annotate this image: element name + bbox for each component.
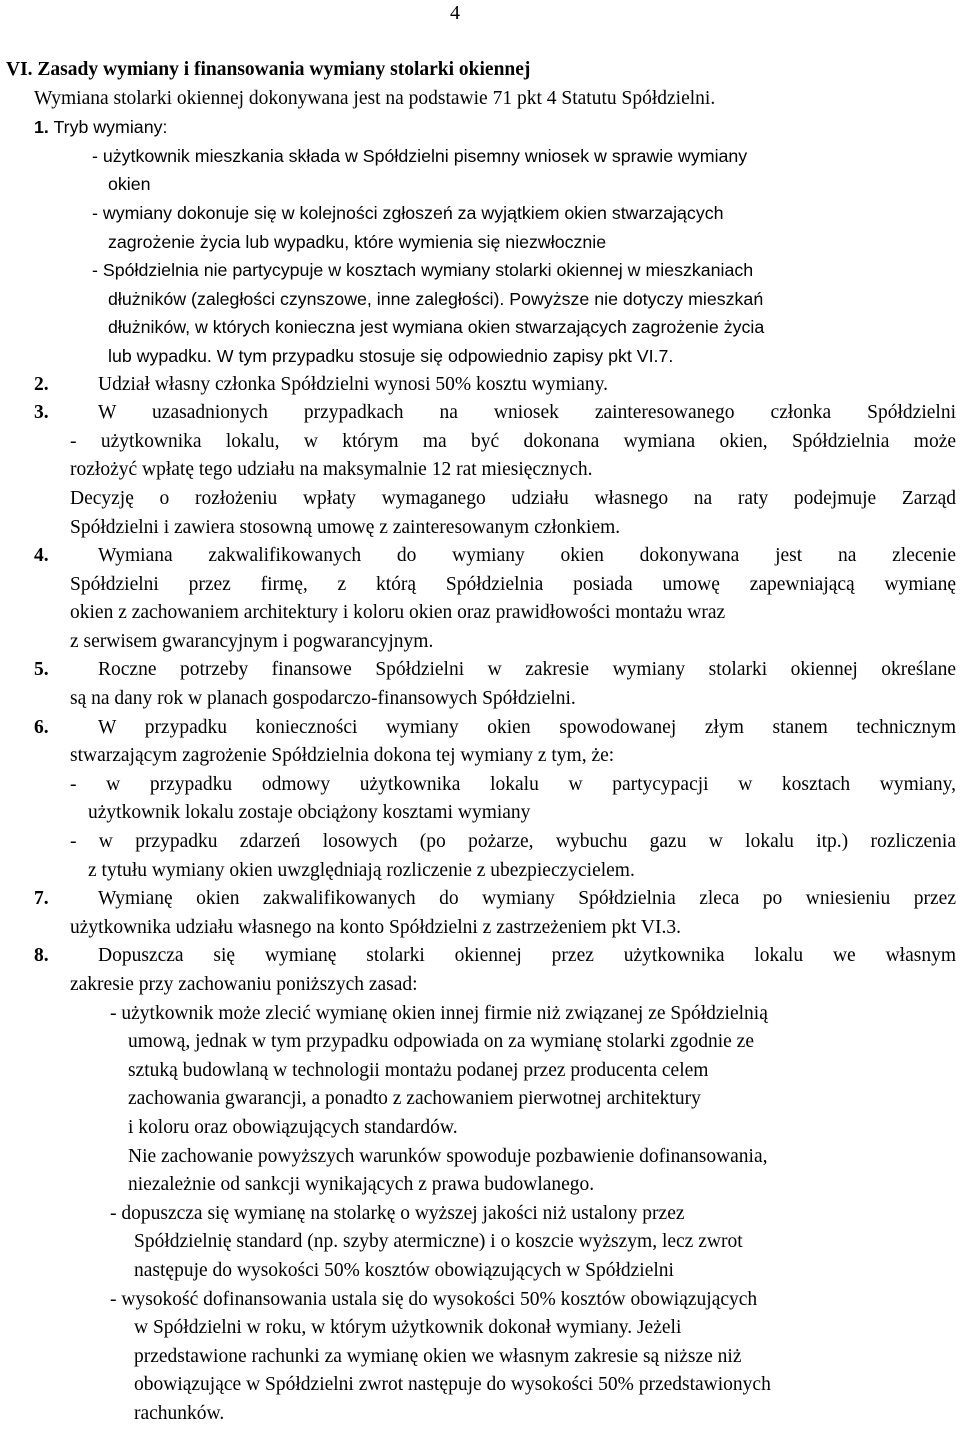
text-line bbox=[6, 656, 956, 685]
line-text: Nie zachowanie powyższych warunków spowoduje pozbawienie dofinansowania, bbox=[128, 1145, 768, 1167]
text-line bbox=[6, 1200, 956, 1229]
text-line bbox=[6, 971, 956, 1000]
text-line bbox=[6, 628, 956, 657]
text-line bbox=[6, 571, 956, 600]
item-number: 3. bbox=[34, 402, 49, 424]
line-text: umową, jednak w tym przypadku odpowiada on za wymianę stolarki zgodnie ze bbox=[128, 1031, 754, 1053]
line-text: Roczne potrzeby finansowe Spółdzielni w zakresie wymiany stolarki okiennej określane bbox=[98, 659, 956, 681]
item-number: 4. bbox=[34, 545, 49, 567]
line-text: W przypadku konieczności wymiany okien spowodowanej złym stanem technicznym bbox=[98, 716, 956, 738]
line-text: następuje do wysokości 50% kosztów obowiązujących w Spółdzielni bbox=[134, 1259, 674, 1281]
line-text: dłużników, w których konieczna jest wymiana okien stwarzających zagrożenie życia bbox=[108, 317, 765, 338]
line-text: z tytułu wymiany okien uwzględniają rozliczenie z ubezpieczycielem. bbox=[88, 859, 635, 881]
text-line bbox=[6, 1143, 956, 1172]
document-lines bbox=[6, 113, 956, 1428]
item-number: 1. bbox=[34, 117, 49, 138]
line-text: - użytkownik mieszkania składa w Spółdzielni pisemny wniosek w sprawie wymiany bbox=[92, 145, 748, 166]
line-text: Udział własny członka Spółdzielni wynosi 50% kosztu wymiany. bbox=[98, 373, 608, 395]
line-text: w Spółdzielni w roku, w którym użytkownik dokonał wymiany. Jeżeli bbox=[134, 1317, 682, 1339]
line-text: - w przypadku zdarzeń losowych (po pożarze, wybuchu gazu w lokalu itp.) rozliczenia bbox=[70, 831, 956, 853]
line-text: Wymianę okien zakwalifikowanych do wymiany Spółdzielnia zleca po wniesieniu przez bbox=[98, 888, 956, 910]
text-line bbox=[6, 1400, 956, 1429]
line-text: Wymiana zakwalifikowanych do wymiany okien dokonywana jest na zlecenie bbox=[98, 545, 956, 567]
text-line bbox=[6, 828, 956, 857]
line-text: zakresie przy zachowaniu poniższych zasad: bbox=[70, 974, 418, 995]
line-text: dłużników (zaległości czynszowe, inne zaległości). Powyższe nie dotyczy mieszkań bbox=[108, 288, 764, 309]
text-line bbox=[6, 428, 956, 457]
text-line bbox=[6, 942, 956, 971]
line-text: Spółdzielni przez firmę, z którą Spółdzielnia posiada umowę zapewniającą wymianę bbox=[70, 573, 956, 595]
item-number: 8. bbox=[34, 945, 49, 967]
text-line bbox=[6, 199, 956, 228]
line-text: - Spółdzielnia nie partycypuje w kosztach wymiany stolarki okiennej w mieszkaniach bbox=[92, 260, 754, 281]
line-text: okien bbox=[108, 174, 151, 195]
text-line bbox=[6, 313, 956, 342]
text-line bbox=[6, 256, 956, 285]
text-line bbox=[6, 1171, 956, 1200]
item-number: 7. bbox=[34, 888, 49, 910]
text-line bbox=[6, 228, 956, 257]
line-text: Spółdzielni i zawiera stosowną umowę z zainteresowanym członkiem. bbox=[70, 516, 621, 538]
item-number: 2. bbox=[34, 373, 49, 395]
text-line bbox=[6, 1114, 956, 1143]
text-line bbox=[6, 599, 956, 628]
text-line bbox=[6, 1000, 956, 1029]
line-text: i koloru oraz obowiązujących standardów. bbox=[128, 1116, 458, 1138]
text-line bbox=[6, 1343, 956, 1372]
text-line bbox=[6, 1286, 956, 1315]
line-text: użytkownik lokalu zostaje obciążony kosztami wymiany bbox=[88, 802, 531, 824]
line-text: użytkownika udziału własnego na konto Spółdzielni z zastrzeżeniem pkt VI.3. bbox=[70, 916, 682, 938]
text-line bbox=[6, 342, 956, 371]
line-text: - wysokość dofinansowania ustala się do wysokości 50% kosztów obowiązujących bbox=[110, 1288, 758, 1310]
line-text: lub wypadku. W tym przypadku stosuje się odpowiednio zapisy pkt VI.7. bbox=[108, 345, 674, 366]
section-title: VI. Zasady wymiany i finansowania wymiany stolarki okiennej bbox=[6, 59, 531, 80]
text-line bbox=[6, 1085, 956, 1114]
text-line bbox=[6, 742, 956, 771]
text-line bbox=[6, 771, 956, 800]
line-text: okien z zachowaniem architektury i koloru okien oraz prawidłowości montażu wraz bbox=[70, 602, 726, 624]
line-text: stwarzającym zagrożenie Spółdzielnia dokona tej wymiany z tym, że: bbox=[70, 745, 615, 767]
line-text: - w przypadku odmowy użytkownika lokalu w partycypacji w kosztach wymiany, bbox=[70, 773, 956, 795]
line-text: przedstawione rachunki za wymianę okien we własnym zakresie są niższe niż bbox=[134, 1345, 742, 1367]
text-line bbox=[6, 371, 956, 400]
section-intro: Wymiana stolarki okiennej dokonywana jest na podstawie 71 pkt 4 Statutu Spółdzielni. bbox=[34, 87, 716, 109]
line-text: - dopuszcza się wymianę na stolarkę o wyższej jakości niż ustalony przez bbox=[110, 1202, 685, 1224]
line-text: rozłożyć wpłatę tego udziału na maksymalnie 12 rat miesięcznych. bbox=[70, 459, 593, 481]
text-line bbox=[6, 1371, 956, 1400]
line-text: W uzasadnionych przypadkach na wniosek zainteresowanego członka Spółdzielni bbox=[98, 402, 956, 424]
text-line bbox=[6, 885, 956, 914]
text-line bbox=[6, 1028, 956, 1057]
line-text: zagrożenie życia lub wypadku, które wymienia się niezwłocznie bbox=[108, 231, 607, 252]
text-line bbox=[6, 170, 956, 199]
line-text: obowiązujące w Spółdzielni zwrot następuje do wysokości 50% przedstawionych bbox=[134, 1374, 771, 1396]
text-line bbox=[6, 1257, 956, 1286]
line-text: z serwisem gwarancyjnym i pogwarancyjnym. bbox=[70, 630, 434, 652]
text-line bbox=[6, 456, 956, 485]
line-text: Decyzję o rozłożeniu wpłaty wymaganego udziału własnego na raty podejmuje Zarząd bbox=[70, 487, 956, 509]
line-text: sztuką budowlaną w technologii montażu podanej przez producenta celem bbox=[128, 1059, 709, 1081]
text-line bbox=[6, 1314, 956, 1343]
text-line bbox=[6, 799, 956, 828]
text-line bbox=[6, 285, 956, 314]
line-text: - użytkownika lokalu, w którym ma być dokonana wymiana okien, Spółdzielnia może bbox=[70, 430, 956, 452]
line-text: zachowania gwarancji, a ponadto z zachowaniem pierwotnej architektury bbox=[128, 1088, 701, 1110]
text-line bbox=[6, 542, 956, 571]
text-line bbox=[6, 142, 956, 171]
text-line bbox=[6, 514, 956, 543]
line-text: - użytkownik może zlecić wymianę okien innej firmie niż związanej ze Spółdzielnią bbox=[110, 1002, 768, 1024]
item-number: 5. bbox=[34, 659, 49, 681]
line-text: Spółdzielnię standard (np. szyby atermiczne) i o koszcie wyższym, lecz zwrot bbox=[134, 1231, 743, 1253]
line-text: Tryb wymiany: bbox=[48, 117, 168, 138]
line-text: rachunków. bbox=[134, 1402, 225, 1424]
line-text: Dopuszcza się wymianę stolarki okiennej przez użytkownika lokalu we własnym bbox=[98, 945, 956, 967]
document-body bbox=[6, 56, 956, 1429]
text-line bbox=[6, 714, 956, 743]
text-line bbox=[6, 857, 956, 886]
text-line bbox=[6, 685, 956, 714]
text-line bbox=[6, 485, 956, 514]
item-number: 6. bbox=[34, 716, 49, 738]
text-line bbox=[6, 113, 956, 142]
text-line bbox=[6, 1057, 956, 1086]
line-text: - wymiany dokonuje się w kolejności zgłoszeń za wyjątkiem okien stwarzających bbox=[92, 202, 724, 223]
page-number: 4 bbox=[450, 2, 460, 24]
line-text: są na dany rok w planach gospodarczo-finansowych Spółdzielni. bbox=[70, 688, 576, 710]
line-text: niezależnie od sankcji wynikających z prawa budowlanego. bbox=[128, 1174, 595, 1196]
text-line bbox=[6, 399, 956, 428]
text-line bbox=[6, 914, 956, 943]
text-line bbox=[6, 1228, 956, 1257]
